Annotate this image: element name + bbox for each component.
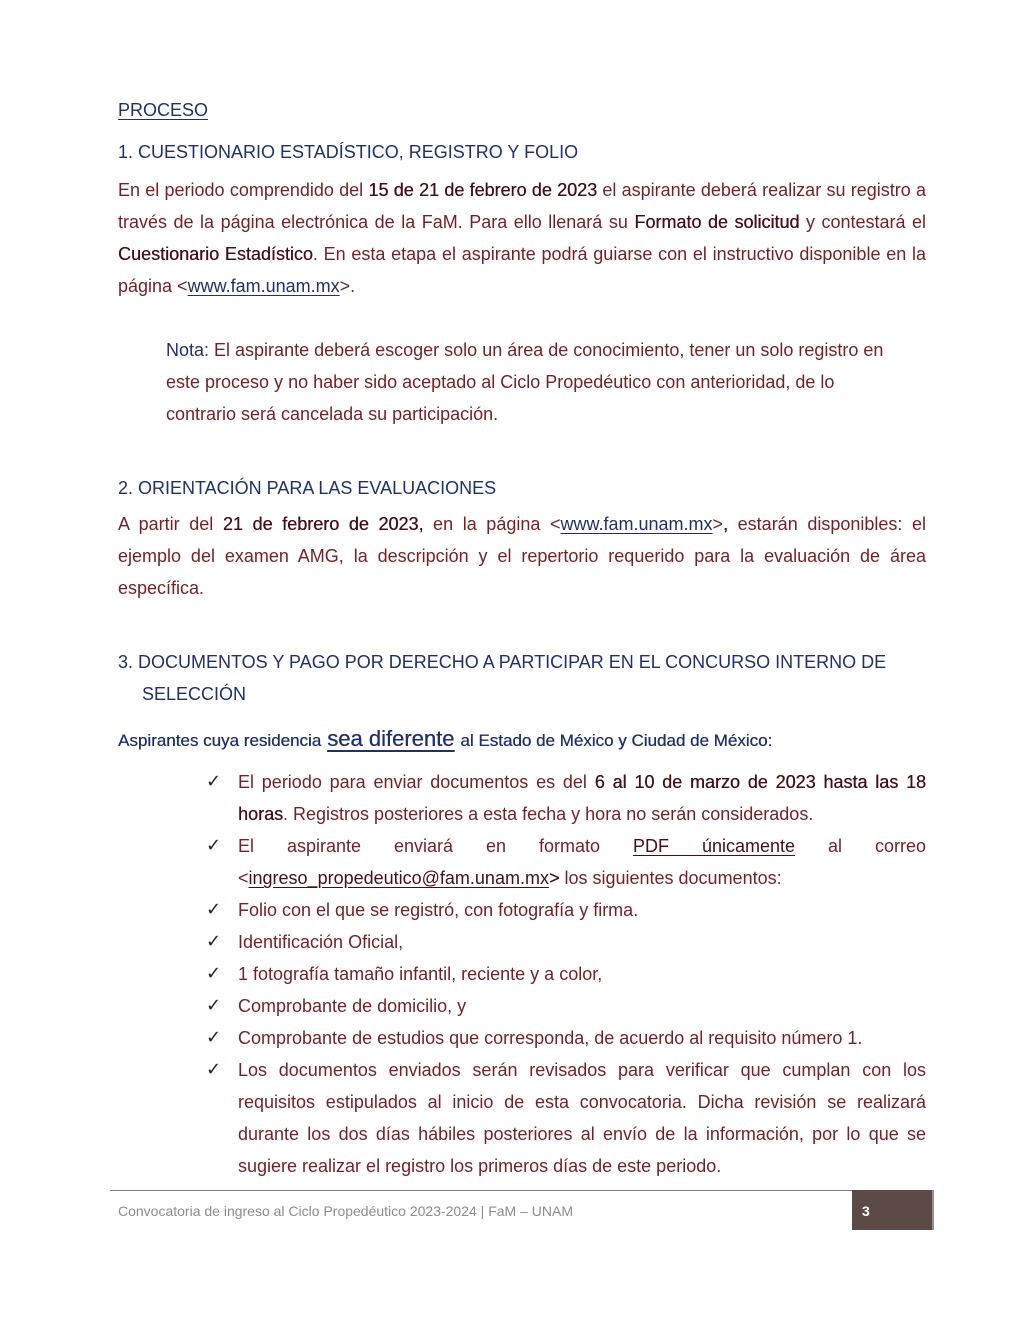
list-item [206, 926, 926, 958]
text: Comprobante de domicilio, y [238, 996, 467, 1016]
section-3-title-line2: SELECCIÓN [142, 684, 247, 704]
text: < [238, 868, 249, 888]
section-heading-proceso: PROCESO [118, 100, 209, 120]
section-2-title: 2. ORIENTACIÓN PARA LAS EVALUACIONES [118, 478, 497, 498]
list-item [206, 1022, 926, 1054]
text: A partir del [118, 514, 223, 534]
text: . En esta etapa el aspirante podrá guiarse con el instructivo disponible en la página < [118, 244, 926, 296]
registration-dates: 15 de 21 de febrero de 2023 [368, 180, 598, 200]
check-icon: ✓ [206, 995, 222, 1016]
deadline-text: 6 al 10 de marzo de 2023 hasta las 18 horas [238, 772, 927, 824]
check-icon: ✓ [206, 835, 222, 856]
text: Los documentos enviados serán revisados para verificar que cumplan con los requisitos estipulados al inicio de esta convocatoria. Dicha revisión se realizará durante los dos días hábiles posteriores al envío de la información, por lo que se sugiere realizar el registro los primeros días de este periodo. [238, 1060, 926, 1176]
text: 1 fotografía tamaño infantil, reciente y a color, [238, 964, 603, 984]
text: El aspirante enviará en formato [238, 836, 633, 856]
format-text: PDF únicamente [632, 836, 796, 856]
list-item [206, 990, 926, 1022]
website-link[interactable]: www.fam.unam.mx [187, 276, 340, 296]
list-item [206, 958, 926, 990]
check-icon: ✓ [206, 1027, 222, 1048]
text: En el periodo comprendido del [118, 180, 369, 200]
text: Comprobante de estudios que corresponda, de acuerdo al requisito número 1. [238, 1028, 863, 1048]
text: Folio con el que se registró, con fotografía y firma. [238, 900, 639, 920]
section-1-title: 1. CUESTIONARIO ESTADÍSTICO, REGISTRO Y FOLIO [118, 142, 579, 162]
website-link[interactable]: www.fam.unam.mx [560, 514, 713, 534]
emphasis-text: sea diferente [327, 726, 455, 751]
check-icon: ✓ [206, 931, 222, 952]
text: estarán disponibles: el ejemplo del examen AMG, la descripción y el repertorio requerido para la evaluación de área específica. [118, 514, 926, 598]
footer-text: Convocatoria de ingreso al Ciclo Propedéutico 2023-2024 | FaM – UNAM [118, 1203, 573, 1219]
note-text: : El aspirante deberá escoger solo un área de conocimiento, tener un solo registro en este proceso y no haber sido aceptado al Ciclo Propedéutico con anterioridad, de lo contrario será cancelada su participación. [166, 340, 884, 424]
text: > [548, 868, 560, 888]
list-item-continued [206, 862, 926, 894]
text: . Registros posteriores a esta fecha y hora no serán considerados. [283, 804, 814, 824]
text: y contestará el [799, 212, 927, 232]
check-icon: ✓ [206, 771, 222, 792]
questionnaire-name: Cuestionario Estadístico [118, 244, 313, 264]
requirements-list [206, 766, 926, 1182]
email-link[interactable]: ingreso_propedeutico@fam.unam.mx [248, 868, 549, 888]
check-icon: ✓ [206, 1059, 222, 1080]
page-number: 3 [862, 1203, 870, 1219]
note-block [166, 334, 886, 430]
text: los siguientes documentos: [559, 868, 782, 888]
section-1-paragraph [118, 174, 926, 302]
text: al Estado de México y Ciudad de México: [460, 731, 773, 750]
residence-condition [118, 726, 772, 752]
text: Aspirantes cuya residencia [118, 731, 322, 750]
list-item [206, 766, 926, 830]
text: , [723, 514, 729, 534]
check-icon: ✓ [206, 963, 222, 984]
list-item [206, 894, 926, 926]
page-number-edge [932, 1190, 934, 1230]
form-name: Formato de solicitud [634, 212, 800, 232]
list-item [206, 830, 926, 862]
note-label: Nota [166, 340, 205, 360]
text: al correo [795, 836, 926, 856]
text: El periodo para enviar documentos es del [238, 772, 595, 792]
availability-date: 21 de febrero de 2023, [222, 514, 424, 534]
text: > [712, 514, 724, 534]
text: en la página < [423, 514, 561, 534]
text: Identificación Oficial, [238, 932, 404, 952]
page-number-box [852, 1190, 934, 1230]
section-3-title-line1: 3. DOCUMENTOS Y PAGO POR DERECHO A PARTICIPAR EN EL CONCURSO INTERNO DE [118, 652, 887, 672]
text: >. [339, 276, 356, 296]
footer-divider [110, 1190, 852, 1191]
text: el aspirante deberá realizar su registro a través de la página electrónica de la FaM. Para ello llenará su [118, 180, 926, 232]
check-icon: ✓ [206, 899, 222, 920]
list-item [206, 1054, 926, 1182]
section-2-paragraph [118, 508, 926, 604]
